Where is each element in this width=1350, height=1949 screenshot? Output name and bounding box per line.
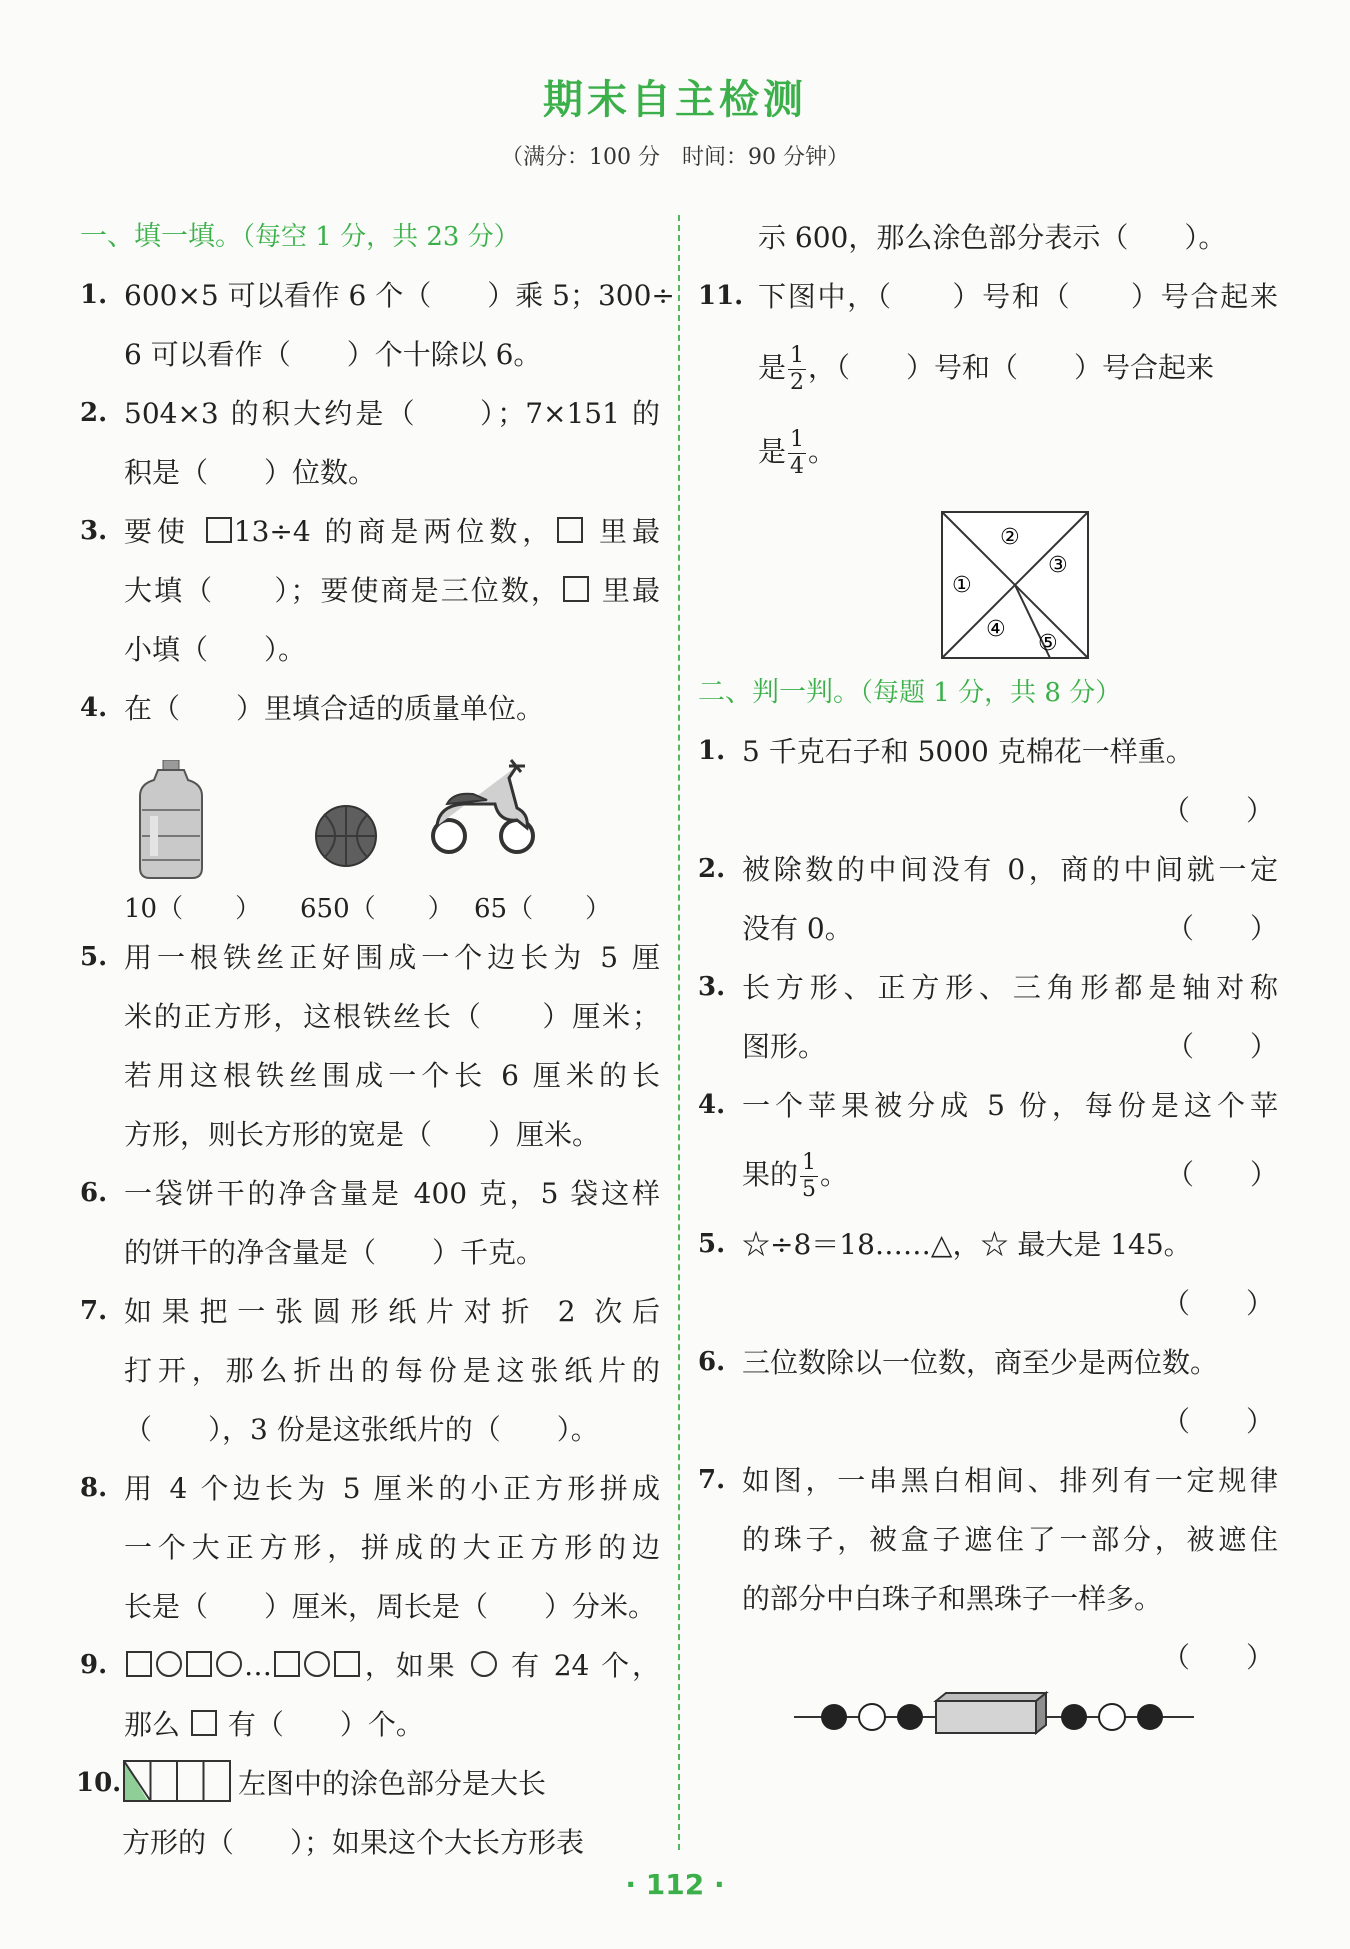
question-number: 4. — [698, 1090, 726, 1120]
question-text — [114, 1754, 660, 1813]
section2-heading — [698, 664, 1278, 722]
square-box-icon — [206, 517, 232, 543]
square-icon — [186, 1651, 212, 1677]
shape-sequence — [124, 1649, 362, 1682]
fraction-one-fifth — [800, 1150, 818, 1203]
question-11 — [698, 267, 1278, 664]
question-text: 在（ ）里填合适的质量单位。 — [124, 692, 545, 725]
judge-7 — [698, 1451, 1278, 1747]
question-number: 11. — [698, 281, 744, 311]
question-text: 用 4 个边长为 5 厘米的小正方形拼成 — [124, 1472, 660, 1505]
question-text: 的饼干的净含量是（ ）千克。 — [124, 1236, 545, 1269]
bead-string-wrap — [742, 1687, 1278, 1747]
question-text: 如果把一张圆形纸片对折 2 次后 — [124, 1295, 660, 1328]
judge-6 — [698, 1333, 1278, 1451]
question-text: 6 可以看作（ ）个十除以 6。 — [124, 338, 542, 371]
question-text: 长是（ ）厘米，周长是（ ）分米。 — [124, 1590, 657, 1623]
question-text: 一个苹果被分成 5 份，每份是这个苹 — [742, 1089, 1278, 1122]
question-number: 2. — [698, 854, 726, 884]
question-number: 7. — [698, 1465, 726, 1495]
question-text: 一个大正方形，拼成的大正方形的边 — [124, 1531, 660, 1564]
answer-paren: （ ） — [1161, 1405, 1274, 1438]
score-time-info: （满分：100 分 时间：90 分钟） — [501, 145, 849, 170]
question-number: 8. — [80, 1473, 108, 1503]
section2-title: 二、判一判。 — [698, 677, 860, 708]
question-text: 一袋饼干的净含量是 400 克，5 袋这样 — [124, 1177, 660, 1210]
region-label: ④ — [986, 617, 1006, 642]
question-text-row — [742, 1135, 1278, 1215]
basketball-icon — [314, 804, 378, 868]
region-label: ③ — [1048, 553, 1068, 578]
question-number: 10. — [76, 1768, 122, 1798]
text-part: 里最 — [601, 574, 660, 607]
judge-1 — [698, 722, 1278, 840]
question-number: 9. — [80, 1650, 108, 1680]
question-number: 5. — [80, 942, 108, 972]
question-text: 长方形、正方形、三角形都是轴对称 — [742, 971, 1278, 1004]
text-part: 。 — [820, 1158, 849, 1191]
question-text — [758, 410, 1278, 494]
question-number: 4. — [80, 693, 108, 723]
question-number: 6. — [80, 1178, 108, 1208]
judge-5 — [698, 1215, 1278, 1333]
question-text: 用一根铁丝正好围成一个边长为 5 厘 — [124, 941, 660, 974]
denominator: 4 — [790, 454, 805, 479]
answer-paren: （ ） — [1161, 1287, 1274, 1320]
judge-3 — [698, 958, 1278, 1076]
judge-4 — [698, 1076, 1278, 1215]
denominator: 5 — [802, 1177, 817, 1202]
bead-string-figure — [794, 1687, 1194, 1743]
question-text: 5 千克石子和 5000 克棉花一样重。 — [742, 735, 1194, 768]
water-jug-icon — [136, 760, 206, 880]
fraction-one-quarter — [788, 427, 806, 480]
question-text: 600×5 可以看作 6 个（ ）乘 5；300÷ — [124, 279, 675, 312]
section1-title: 一、填一填。 — [80, 221, 242, 252]
question-text: 如图，一串黑白相间、排列有一定规律 — [742, 1464, 1278, 1497]
question-7 — [80, 1282, 660, 1459]
region-label: ② — [1000, 525, 1020, 550]
question-text: 的珠子，被盒子遮住了一部分，被遮住 — [742, 1523, 1278, 1556]
text-part: 有（ ）个。 — [227, 1708, 424, 1741]
text-part: 果的 — [742, 1158, 799, 1191]
square-box-icon — [563, 576, 589, 602]
question-2 — [80, 384, 660, 502]
answer-paren: （ ） — [1165, 1030, 1278, 1063]
mass-items-images — [124, 738, 660, 888]
text-part: ，如果 — [362, 1649, 458, 1682]
answer-paren: （ ） — [1165, 912, 1278, 945]
square-icon — [334, 1651, 360, 1677]
question-text-row — [742, 1017, 1278, 1076]
right-column — [698, 208, 1278, 1747]
text-part: 没有 0。 — [742, 912, 853, 945]
text-part: 图形。 — [742, 1030, 827, 1063]
circle-icon — [156, 1651, 182, 1677]
mass-units-row — [124, 888, 660, 928]
question-text: 小填（ ）。 — [124, 633, 307, 666]
question-text — [124, 561, 660, 620]
answer-paren: （ ） — [1161, 794, 1274, 827]
question-text: 下图中，（ ）号和（ ）号合起来 — [758, 280, 1278, 313]
square-icon — [126, 1651, 152, 1677]
answer-paren: （ ） — [1161, 1641, 1274, 1674]
page-title: 期末自主检测 — [543, 77, 807, 123]
question-text: 504×3 的积大约是（ ）；7×151 的 — [124, 397, 660, 430]
question-3 — [80, 502, 660, 679]
question-text: 米的正方形，这根铁丝长（ ）厘米； — [124, 1000, 660, 1033]
circle-icon — [216, 1651, 242, 1677]
question-5 — [80, 928, 660, 1164]
unit-blank: 650（ ） — [300, 894, 454, 924]
question-text: （ ），3 份是这张纸片的（ ）。 — [124, 1413, 599, 1446]
answer-paren: （ ） — [1165, 1158, 1278, 1191]
text-part: 。 — [808, 435, 837, 468]
question-number: 6. — [698, 1347, 726, 1377]
text-part: 要使 — [124, 515, 190, 548]
text-part: 里最 — [599, 515, 660, 548]
region-label: ⑤ — [1038, 631, 1058, 656]
question-text: ☆÷8＝18……△，☆ 最大是 145。 — [742, 1228, 1192, 1261]
question-number: 3. — [698, 972, 726, 1002]
question-8 — [80, 1459, 660, 1636]
text-part: ，（ ）号和（ ）号合起来 — [808, 351, 1215, 384]
section1-note: （每空 1 分，共 23 分） — [242, 222, 520, 252]
section1-heading — [80, 208, 660, 266]
question-text: 三位数除以一位数，商至少是两位数。 — [742, 1346, 1219, 1379]
scooter-icon — [429, 748, 539, 858]
square-icon — [191, 1710, 217, 1736]
text-part: 13÷4 的商是两位数， — [233, 515, 556, 548]
left-column — [76, 208, 675, 1872]
square-box-icon — [557, 517, 583, 543]
question-4 — [80, 679, 660, 928]
question-text: 方形的（ ）；如果这个大长方形表 — [122, 1826, 585, 1859]
square-icon — [274, 1651, 300, 1677]
question-text: 积是（ ）位数。 — [124, 456, 377, 489]
question-number: 5. — [698, 1229, 726, 1259]
judge-2 — [698, 840, 1278, 958]
question-10-continued: 示 600，那么涂色部分表示（ ）。 — [758, 221, 1227, 254]
question-text — [124, 1695, 660, 1754]
fraction-one-half — [788, 343, 806, 396]
unit-blank: 10（ ） — [124, 894, 262, 924]
region-label: ① — [952, 573, 972, 598]
numerator: 1 — [790, 427, 805, 452]
question-1 — [80, 266, 675, 384]
question-text: 方形，则长方形的宽是（ ）厘米。 — [124, 1118, 601, 1151]
question-6 — [80, 1164, 660, 1282]
question-text: 的部分中白珠子和黑珠子一样多。 — [742, 1582, 1163, 1615]
question-9 — [80, 1636, 660, 1754]
text-part: 有 24 个， — [511, 1649, 660, 1682]
question-text-row — [742, 899, 1278, 958]
unit-blank: 65（ ） — [474, 894, 612, 924]
section2-note: （每题 1 分，共 8 分） — [860, 678, 1122, 708]
numerator: 1 — [802, 1150, 817, 1175]
circle-icon — [471, 1651, 497, 1677]
question-text: 打开，那么折出的每份是这张纸片的 — [124, 1354, 660, 1387]
question-number: 1. — [80, 280, 108, 310]
ellipsis-text: … — [244, 1649, 272, 1682]
divided-square-figure — [940, 510, 1090, 660]
question-10 — [76, 1754, 660, 1872]
question-number: 2. — [80, 398, 108, 428]
question-text — [124, 502, 660, 561]
text-part: 那么 — [124, 1708, 181, 1741]
text-part: 左图中的涂色部分是大长 — [238, 1767, 547, 1800]
square-division-figure-wrap — [758, 494, 1278, 664]
numerator: 1 — [790, 343, 805, 368]
circle-icon — [304, 1651, 330, 1677]
question-text: 被除数的中间没有 0，商的中间就一定 — [742, 853, 1278, 886]
question-text — [758, 326, 1278, 410]
text-part: 大填（ ）；要使商是三位数， — [124, 574, 561, 607]
denominator: 2 — [790, 370, 805, 395]
question-text: 若用这根铁丝围成一个长 6 厘米的长 — [124, 1059, 660, 1092]
shaded-rectangle-figure — [122, 1759, 232, 1803]
question-number: 1. — [698, 736, 726, 766]
page-number: · 112 · — [625, 1868, 725, 1901]
text-part: 是 — [758, 351, 787, 384]
question-number: 7. — [80, 1296, 108, 1326]
column-divider — [678, 215, 680, 1850]
text-part — [742, 1135, 848, 1215]
question-number: 3. — [80, 516, 108, 546]
text-part: 是 — [758, 435, 787, 468]
question-text — [124, 1636, 660, 1695]
